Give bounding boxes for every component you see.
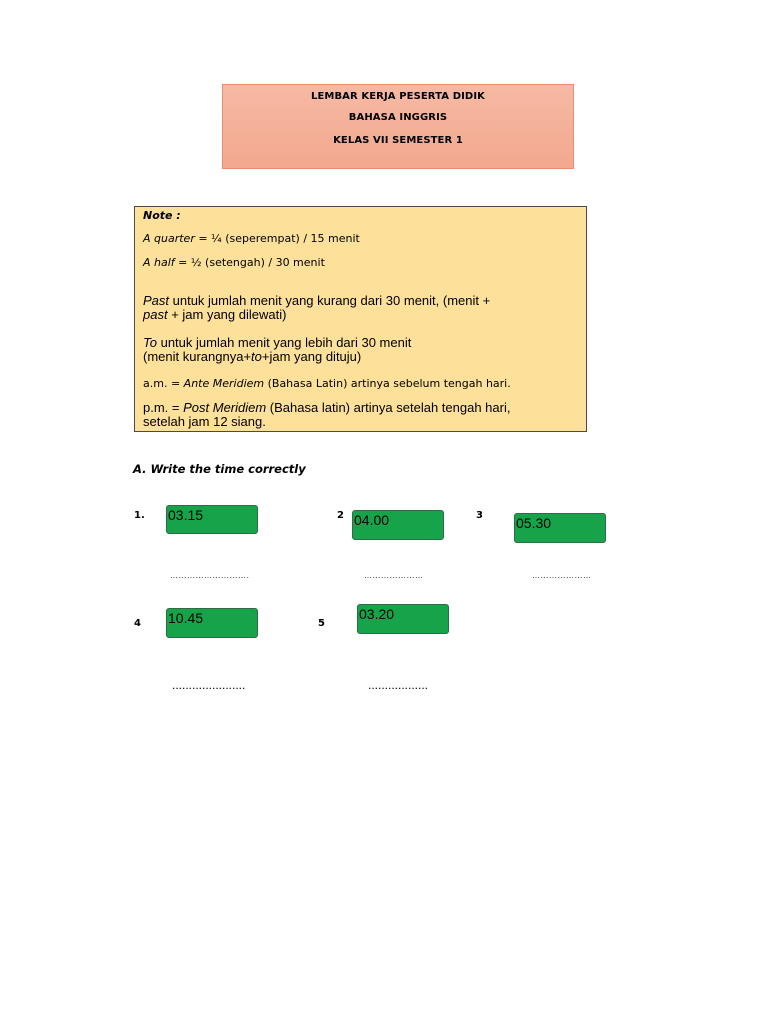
note-pm-term: Post Meridiem <box>183 400 267 415</box>
note-box <box>134 206 587 432</box>
note-to <box>143 336 411 364</box>
note-quarter <box>143 232 360 245</box>
time-box: 10.45 <box>166 608 258 638</box>
note-half-text: = ½ (setengah) / 30 menit <box>174 256 325 269</box>
answer-line: ………………… <box>364 571 424 580</box>
header-title: LEMBAR KERJA PESERTA DIDIK <box>310 91 486 102</box>
note-past-term: Past <box>143 293 170 308</box>
note-quarter-term: A quarter <box>143 232 195 245</box>
note-to-text2: +jam yang dituju) <box>261 349 362 364</box>
answer-line: ...................... <box>172 678 246 692</box>
answer-line: ………………… <box>532 571 592 580</box>
note-to-pre: (menit kurangnya+ <box>143 349 252 364</box>
answer-line: .................. <box>368 678 429 692</box>
header-subject: BAHASA INGGRIS <box>348 112 448 123</box>
note-pm-pre: p.m. = <box>143 400 184 415</box>
note-half-term: A half <box>143 256 175 269</box>
note-to-term2: to <box>251 349 262 364</box>
section-title: A. Write the time correctly <box>133 462 306 476</box>
note-am-pre: a.m. = <box>143 377 184 390</box>
item-number: 2 <box>337 510 344 521</box>
note-pm-line2: setelah jam 12 siang. <box>143 414 266 429</box>
item-number: 4 <box>134 618 141 629</box>
note-pm <box>143 401 510 429</box>
header-class: KELAS VII SEMESTER 1 <box>333 135 463 146</box>
time-box: 03.20 <box>357 604 449 634</box>
note-am <box>143 377 511 390</box>
item-number: 3 <box>476 510 483 521</box>
note-quarter-text: = ¼ (seperempat) / 15 menit <box>194 232 360 245</box>
note-past-text: untuk jumlah menit yang kurang dari 30 menit, (menit + <box>169 293 491 308</box>
note-am-term: Ante Meridiem <box>183 377 265 390</box>
note-to-text: untuk jumlah menit yang lebih dari 30 menit <box>156 335 412 350</box>
note-am-text: (Bahasa Latin) artinya sebelum tengah hari. <box>264 377 511 390</box>
note-pm-text: (Bahasa latin) artinya setelah tengah hari, <box>266 400 511 415</box>
item-number: 1. <box>134 510 145 521</box>
note-past <box>143 294 490 322</box>
time-box: 03.15 <box>166 505 258 534</box>
note-past-text2: + jam yang dilewati) <box>167 307 287 322</box>
note-title: Note : <box>143 209 181 222</box>
time-box: 04.00 <box>352 510 444 540</box>
note-past-term2: past <box>143 307 168 322</box>
note-to-term: To <box>143 335 157 350</box>
item-number: 5 <box>318 618 325 629</box>
note-half <box>143 256 325 269</box>
answer-line: ………………………. <box>170 571 250 580</box>
time-box: 05.30 <box>514 513 606 543</box>
worksheet-header <box>222 84 574 169</box>
